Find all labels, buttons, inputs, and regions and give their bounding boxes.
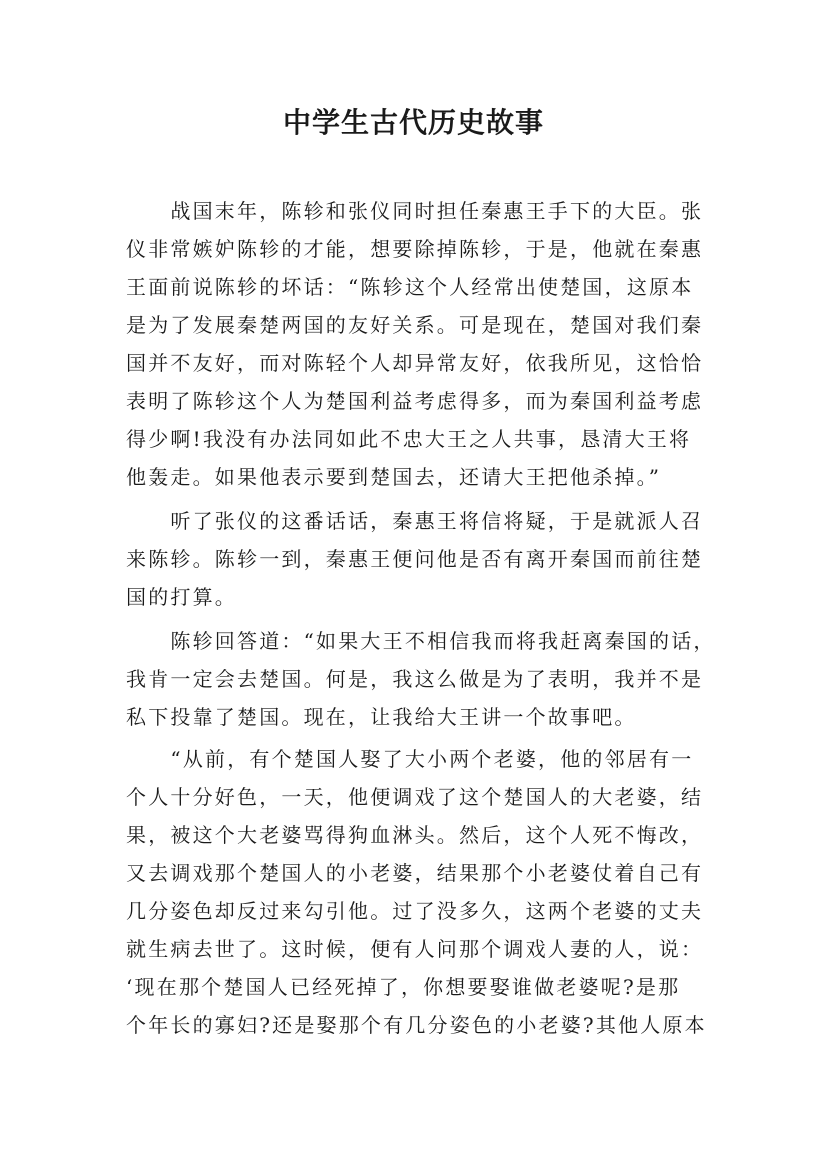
text-line: 来陈轸。陈轸一到，秦惠王便问他是否有离开秦国而前往楚	[126, 547, 704, 571]
text-line: 果，被这个大老婆骂得狗血淋头。然后，这个人死不悔改，	[126, 823, 704, 847]
text-line: 陈轸回答道：“如果大王不相信我而将我赶离秦国的话，	[126, 629, 716, 653]
text-line: “从前，有个楚国人娶了大小两个老婆，他的邻居有一	[126, 747, 694, 771]
text-line: 得少啊!我没有办法同如此不忠大王之人共事，恳清大王将	[126, 427, 692, 451]
text-line: 表明了陈轸这个人为楚国利益考虑得多，而为秦国利益考虑	[126, 389, 704, 413]
text-line: 他轰走。如果他表示要到楚国去，还请大王把他杀掉。”	[126, 465, 662, 489]
text-line: 国的打算。	[126, 585, 237, 609]
text-line: 王面前说陈轸的坏话：“陈轸这个人经常出使楚国，这原本	[126, 275, 694, 299]
text-line: 是为了发展秦楚两国的友好关系。可是现在，楚国对我们秦	[126, 313, 704, 337]
document-title: 中学生古代历史故事	[282, 106, 544, 139]
text-line: 战国末年，陈轸和张仪同时担任秦惠王手下的大臣。张	[126, 199, 704, 223]
text-line: 仪非常嫉妒陈轸的才能，想要除掉陈轸，于是，他就在秦惠	[126, 237, 704, 261]
text-line: 我肯一定会去楚国。何是，我这么做是为了表明，我并不是	[126, 667, 704, 691]
text-line: 就生病去世了。这时候，便有人问那个调戏人妻的人，说：	[126, 937, 704, 961]
text-line: 国并不友好，而对陈轻个人却异常友好，依我所见，这恰恰	[126, 351, 704, 375]
text-line: 个人十分好色，一天，他便调戏了这个楚国人的大老婆，结	[126, 785, 704, 809]
text-line: 私下投靠了楚国。现在，让我给大王讲一个故事吧。	[126, 705, 637, 729]
text-line: 听了张仪的这番话话，秦惠王将信将疑，于是就派人召	[126, 509, 704, 533]
text-line: 又去调戏那个楚国人的小老婆，结果那个小老婆仗着自己有	[126, 861, 704, 885]
text-line: 个年长的寡妇?还是娶那个有几分姿色的小老婆?其他人原本	[126, 1013, 707, 1037]
text-line: 几分姿色却反过来勾引他。过了没多久，这两个老婆的丈夫	[126, 899, 704, 923]
text-line: ‘现在那个楚国人已经死掉了，你想要娶谁做老婆呢?是那	[126, 975, 681, 999]
